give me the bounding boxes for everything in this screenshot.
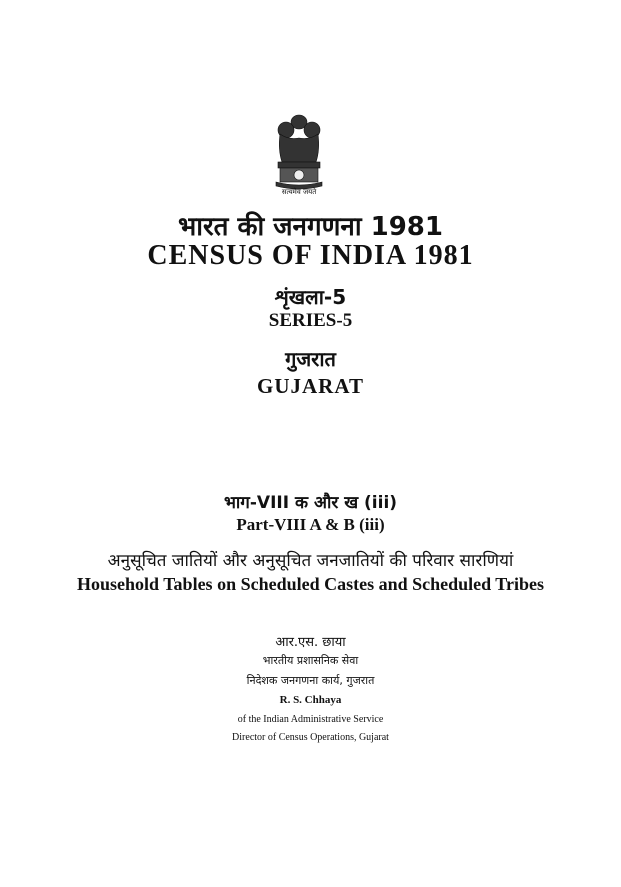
- subject-english: Household Tables on Scheduled Castes and Scheduled Tribes: [77, 574, 544, 594]
- author-service-hindi: भारतीय प्रशासनिक सेवा: [262, 654, 359, 667]
- title-english: CENSUS OF INDIA 1981: [147, 240, 474, 271]
- author-service-english: of the Indian Administrative Service: [237, 714, 384, 725]
- part-hindi: भाग-VIII क और ख (iii): [223, 493, 398, 513]
- series-english: SERIES-5: [268, 310, 353, 331]
- author-name-hindi: आर.एस. छाया: [275, 635, 346, 650]
- subject-hindi: अनुसूचित जातियों और अनुसूचित जनजातियों की परिवार सारणियां: [107, 551, 514, 571]
- state-english: GUJARAT: [257, 374, 364, 398]
- emblem-motto: सत्यमेव जयते: [281, 188, 317, 196]
- author-name-english: R. S. Chhaya: [279, 694, 342, 706]
- title-hindi: भारत की जनगणना 1981: [177, 212, 443, 242]
- state-hindi: गुजरात: [285, 347, 336, 371]
- author-designation-hindi: निदेशक जनगणना कार्य, गुजरात: [246, 674, 375, 687]
- series-hindi: शृंखला-5: [274, 285, 347, 309]
- author-designation-english: Director of Census Operations, Gujarat: [232, 732, 389, 743]
- part-english: Part-VIII A & B (iii): [236, 515, 385, 534]
